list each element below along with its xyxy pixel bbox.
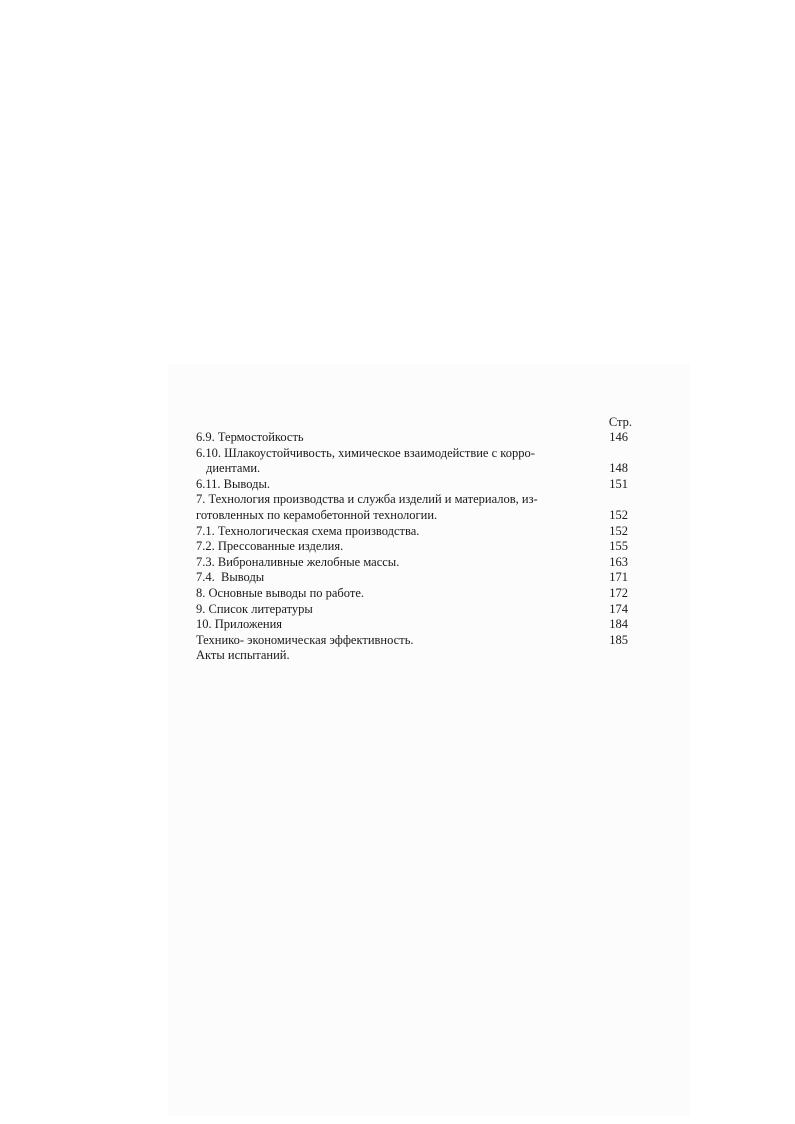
toc-entry-title: 6.9. Термостойкость [196,430,304,444]
toc-entry-page: 155 [609,539,628,554]
toc-entry [196,508,636,524]
toc-entry-page: 174 [609,601,628,616]
toc-entry [196,446,636,462]
toc-entry-title: Акты испытаний. [196,648,290,663]
toc-entry-title: 6.11. Выводы. [196,476,270,491]
toc-entry [196,617,636,633]
toc-entry-page: 185 [609,632,628,647]
toc-entry-page: 163 [609,554,628,569]
toc-entry-page: 184 [609,617,628,632]
toc-entry-title: 9. Список литературы [196,601,313,616]
toc-entry [196,648,636,664]
toc-entry [196,539,636,555]
toc-entry-title: 7.3. Виброналивные желобные массы. [196,554,400,569]
toc-entry-page: 152 [609,523,628,538]
page-column-header: Стр. [608,415,632,429]
toc-entry-title: 7. Технология производства и служба изделий и материалов, из- [196,492,538,507]
toc-entry-title: 8. Основные выводы по работе. [196,585,365,600]
toc-entry-title: готовленных по керамобетонной технологии. [196,507,438,522]
toc-entry [196,461,636,477]
toc-entry-title: 10. Приложения [196,617,283,632]
toc-entry-page: 152 [609,507,628,522]
toc-entry [196,602,636,618]
toc-entry-title: Технико- экономическая эффективность. [196,632,414,647]
toc-entry-page: 171 [609,570,628,585]
toc-entry [196,555,636,571]
toc-entry [196,586,636,602]
toc-entry-title: 6.10. Шлакоустойчивость, химическое взаимодействие с корро- [196,445,535,460]
toc-entry [196,570,636,586]
toc-entry-page: 146 [609,430,628,444]
toc-entry [196,524,636,540]
toc-entry [196,477,636,493]
toc-entry-page: 151 [609,476,628,491]
toc-entry-title: 7.2. Прессованные изделия. [196,539,344,554]
toc-entry-title: диентами. [206,461,261,476]
toc-entry [196,430,636,446]
toc-entry-page: 172 [609,585,628,600]
table-of-contents [196,414,636,664]
toc-entry [196,633,636,649]
toc-entry-title: 7.1. Технологическая схема производства. [196,523,420,538]
toc-entry-page: 148 [609,461,628,476]
toc-entry-title: 7.4. Выводы [196,570,265,585]
toc-entry [196,492,636,508]
